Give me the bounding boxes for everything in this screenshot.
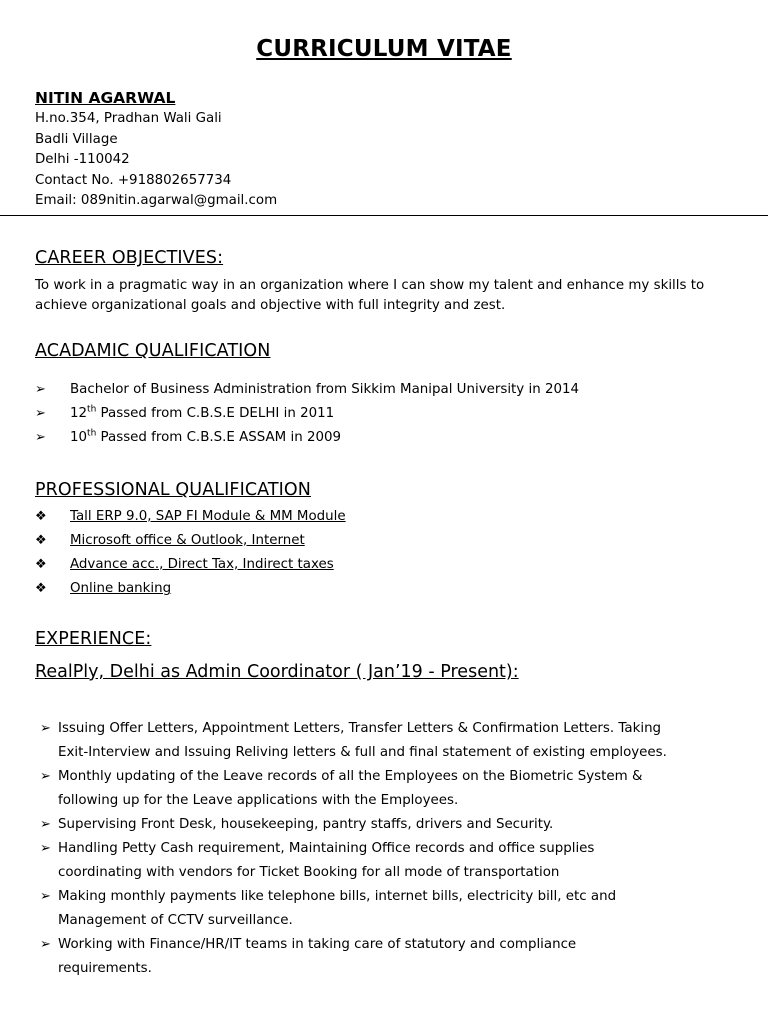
header-divider [0,215,768,216]
list-item: ➢ Bachelor of Business Administration from Sikkim Manipal University in 2014 [35,378,579,402]
experience-list [40,717,740,981]
career-objectives-text: To work in a pragmatic way in an organization where I can show my talent and enhance my skills to achieve organizational goals and objective with full integrity and zest. [35,278,705,313]
professional-list [35,505,346,601]
arrow-bullet-icon: ➢ [40,769,51,784]
list-item: ➢ Working with Finance/HR/IT teams in taking care of statutory and compliance requirements. [40,933,740,981]
list-item: ➢ Making monthly payments like telephone bills, internet bills, electricity bill, etc and Management of CCTV surveillance. [40,885,740,933]
experience-role: RealPly, Delhi as Admin Coordinator ( Jan’19 - Present): [35,662,519,682]
list-item: ➢ 10th Passed from C.B.S.E ASSAM in 2009 [35,426,579,450]
academic-heading: ACADAMIC QUALIFICATION [35,341,271,361]
diamond-bullet-icon: ❖ [35,581,47,596]
diamond-bullet-icon: ❖ [35,557,47,572]
list-item: ❖ Advance acc., Direct Tax, Indirect taxes [35,553,346,577]
arrow-bullet-icon: ➢ [35,382,46,397]
diamond-bullet-icon: ❖ [35,509,47,524]
list-item: ❖ Online banking [35,577,346,601]
address-line-3: Delhi -110042 [35,152,130,167]
academic-list [35,378,579,450]
address-line-1: H.no.354, Pradhan Wali Gali [35,111,222,126]
list-item: ➢ Issuing Offer Letters, Appointment Letters, Transfer Letters & Confirmation Letters. Taking Exit-Interview and Issuing Reliving letters & full and final statement of existing employees. [40,717,740,765]
list-item: ❖ Tall ERP 9.0, SAP FI Module & MM Module [35,505,346,529]
arrow-bullet-icon: ➢ [35,430,46,445]
arrow-bullet-icon: ➢ [40,721,51,736]
contact-number: Contact No. +918802657734 [35,172,232,188]
arrow-bullet-icon: ➢ [40,841,51,856]
list-item: ➢ Monthly updating of the Leave records of all the Employees on the Biometric System & following up for the Leave applications with the Employees. [40,765,740,813]
diamond-bullet-icon: ❖ [35,533,47,548]
address-line-2: Badli Village [35,131,118,147]
arrow-bullet-icon: ➢ [40,817,51,832]
list-item: ➢ Handling Petty Cash requirement, Maintaining Office records and office supplies coordinating with vendors for Ticket Booking for all mode of transportation [40,837,740,885]
career-objectives-heading: CAREER OBJECTIVES: [35,248,224,268]
arrow-bullet-icon: ➢ [40,889,51,904]
experience-heading: EXPERIENCE: [35,629,152,649]
list-item: ➢ Supervising Front Desk, housekeeping, pantry staffs, drivers and Security. [40,813,740,837]
arrow-bullet-icon: ➢ [40,937,51,952]
email-address: Email: 089nitin.agarwal@gmail.com [35,193,278,208]
candidate-name: NITIN AGARWAL [35,89,176,107]
document-title: CURRICULUM VITAE [256,36,512,62]
list-item: ➢ 12th Passed from C.B.S.E DELHI in 2011 [35,402,579,426]
professional-heading: PROFESSIONAL QUALIFICATION [35,480,311,500]
contact-block [35,87,277,212]
list-item: ❖ Microsoft office & Outlook, Internet [35,529,346,553]
arrow-bullet-icon: ➢ [35,406,46,421]
